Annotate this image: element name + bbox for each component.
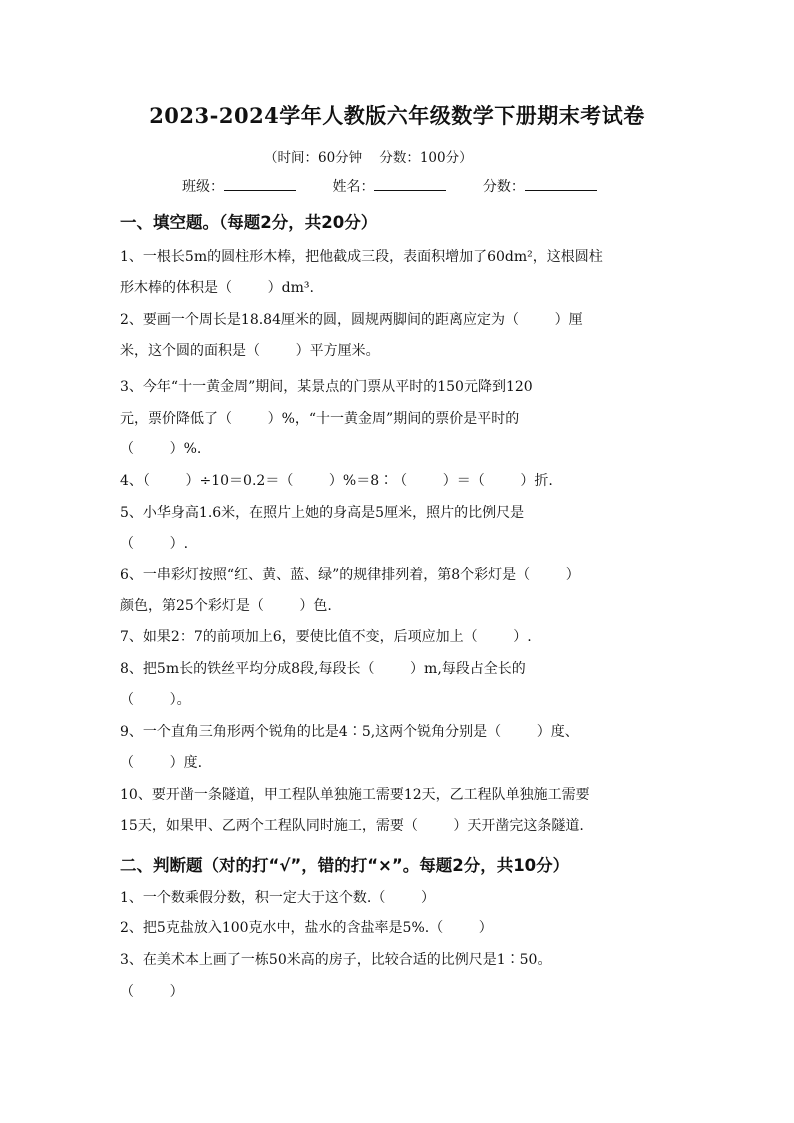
question-line: 9、一个直角三角形两个锐角的比是4∶5,这两个锐角分别是（ ）度、 xyxy=(120,724,579,740)
score-field[interactable] xyxy=(483,176,597,196)
question-line: 3、在美术本上画了一栋50米高的房子，比较合适的比例尺是1∶50。 xyxy=(120,952,552,968)
score-label: 分数： xyxy=(482,179,525,195)
question-line: 形木棒的体积是（ ）dm³. xyxy=(120,280,314,296)
question-line: 2、把5克盐放入100克水中，盐水的含盐率是5%.（ ） xyxy=(120,920,493,936)
question-line: 8、把5m长的铁丝平均分成8段,每段长（ ）m,每段占全长的 xyxy=(120,661,526,677)
class-blank[interactable] xyxy=(224,178,296,191)
question-line: 3、今年“十一黄金周”期间，某景点的门票从平时的150元降到120 xyxy=(120,379,533,395)
question-line: 1、一个数乘假分数，积一定大于这个数.（ ） xyxy=(120,890,435,906)
question-line: 4、（ ）÷10＝0.2＝（ ）%＝8∶（ ）＝（ ）折. xyxy=(120,473,553,489)
class-label: 班级： xyxy=(182,179,224,195)
question-line: 1、一根长5m的圆柱形木棒，把他截成三段，表面积增加了60dm²，这根圆柱 xyxy=(120,249,603,265)
question-line: 颜色，第25个彩灯是（ ）色. xyxy=(120,598,332,614)
question-line: 5、小华身高1.6米，在照片上她的身高是5厘米，照片的比例尺是 xyxy=(120,505,525,521)
question-line: （ ） xyxy=(120,984,184,1000)
question-line: 7、如果2：7的前项加上6，要使比值不变，后项应加上（ ）. xyxy=(120,629,532,645)
question-line: 6、一串彩灯按照“红、黄、蓝、绿”的规律排列着，第8个彩灯是（ ） xyxy=(120,567,580,583)
score-blank[interactable] xyxy=(525,178,597,191)
question-line: 10、要开凿一条隧道，甲工程队单独施工需要12天，乙工程队单独施工需要 xyxy=(120,787,590,803)
section1-heading: 一、填空题。（每题2分，共20分） xyxy=(120,213,378,232)
section2-heading: 二、判断题（对的打“√”，错的打“×”。每题2分，共10分） xyxy=(120,856,570,875)
question-line: 2、要画一个周长是18.84厘米的圆，圆规两脚间的距离应定为（ ）厘 xyxy=(120,312,583,328)
question-line: （ ）度. xyxy=(120,755,203,771)
student-info-row xyxy=(182,176,629,196)
question-line: 米，这个圆的面积是（ ）平方厘米。 xyxy=(120,343,380,359)
question-line: （ ）%. xyxy=(120,441,202,457)
question-line: （ ）. xyxy=(120,536,189,552)
name-blank[interactable] xyxy=(374,178,446,191)
class-field[interactable] xyxy=(182,176,296,196)
question-line: 元，票价降低了（ ）%，“十一黄金周”期间的票价是平时的 xyxy=(120,411,520,427)
question-line: 15天，如果甲、乙两个工程队同时施工，需要（ ）天开凿完这条隧道. xyxy=(120,818,584,834)
question-line: （ ）。 xyxy=(120,692,191,708)
name-label: 姓名： xyxy=(332,179,375,195)
page-title: 2023-2024学年人教版六年级数学下册期末考试卷 xyxy=(149,103,645,128)
exam-time-score: （时间：60分钟 分数：100分） xyxy=(264,150,473,166)
name-field[interactable] xyxy=(332,176,446,196)
